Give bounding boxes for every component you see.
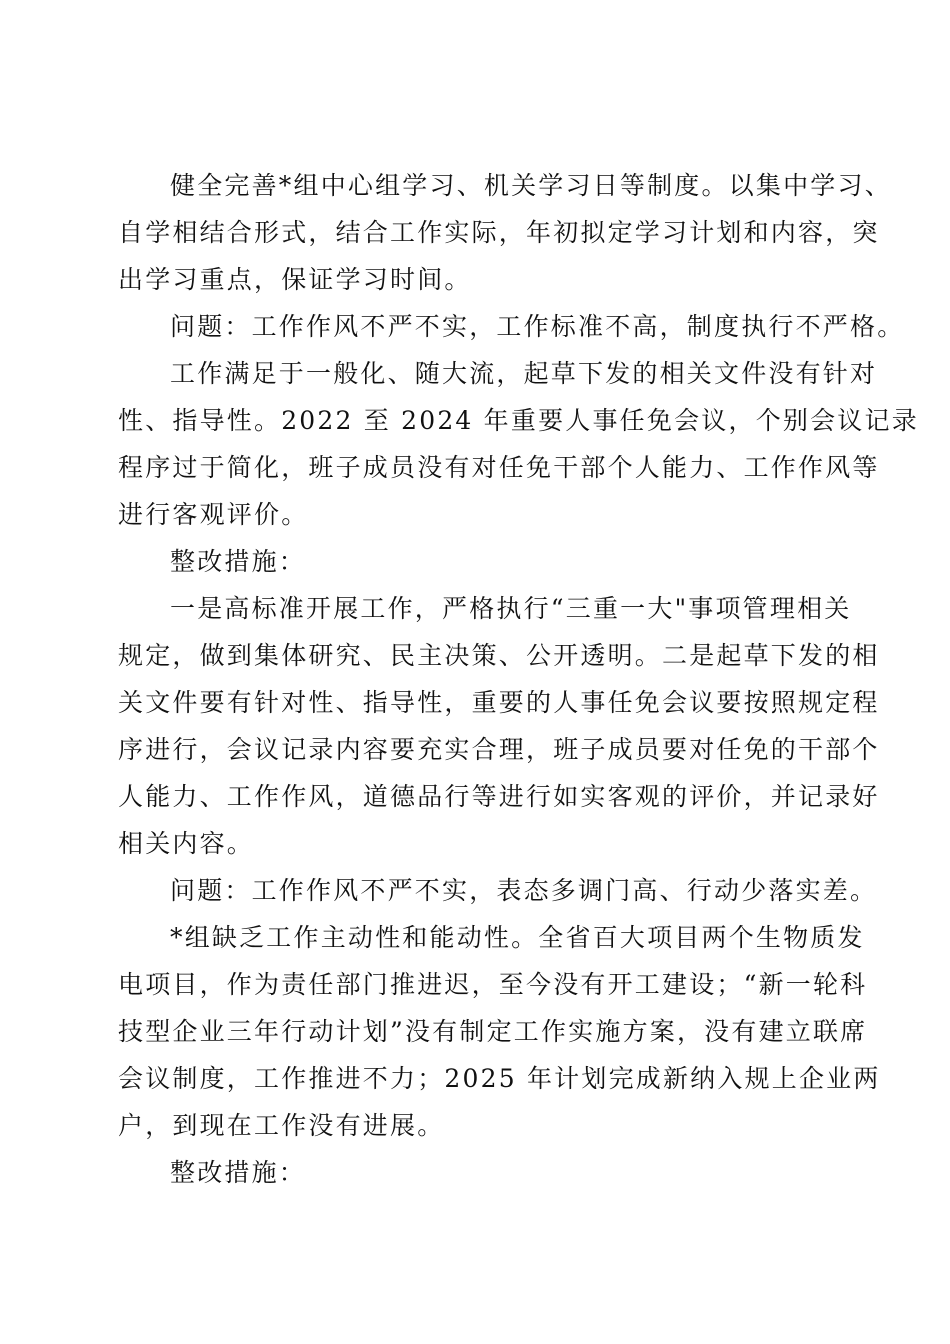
text-line: *组缺乏工作主动性和能动性。全省百大项目两个生物质发 xyxy=(170,923,865,952)
text-line: 技型企业三年行动计划”没有制定工作实施方案，没有建立联席 xyxy=(118,1017,868,1046)
text-line: 问题：工作作风不严不实，工作标准不高，制度执行不严格。 xyxy=(170,312,905,341)
paragraph-problem-2-detail xyxy=(118,914,881,1149)
text-line: 电项目，作为责任部门推进迟，至今没有开工建设；“新一轮科 xyxy=(118,970,868,999)
text-line: 序进行，会议记录内容要充实合理，班子成员要对任免的干部个 xyxy=(118,735,880,764)
text-line: 整改措施： xyxy=(170,1158,307,1187)
paragraph-problem-2 xyxy=(118,867,878,914)
text-line: 程序过于简化，班子成员没有对任免干部个人能力、工作作风等 xyxy=(118,453,880,482)
text-line: 问题：工作作风不严不实，表态多调门高、行动少落实差。 xyxy=(170,876,878,905)
text-line: 出学习重点，保证学习时间。 xyxy=(118,265,472,294)
text-line: 进行客观评价。 xyxy=(118,500,309,529)
paragraph-study-system xyxy=(118,162,892,303)
text-line: 规定，做到集体研究、民主决策、公开透明。二是起草下发的相 xyxy=(118,641,880,670)
text-line: 健全完善*组中心组学习、机关学习日等制度。以集中学习、 xyxy=(170,171,892,200)
text-line: 户，到现在工作没有进展。 xyxy=(118,1111,445,1140)
text-line: 自学相结合形式，结合工作实际，年初拟定学习计划和内容，突 xyxy=(118,218,880,247)
text-line: 关文件要有针对性、指导性，重要的人事任免会议要按照规定程 xyxy=(118,688,880,717)
paragraph-problem-1-detail xyxy=(118,350,919,538)
text-line: 相关内容。 xyxy=(118,829,255,858)
text-line: 整改措施： xyxy=(170,547,307,576)
paragraph-problem-1 xyxy=(118,303,905,350)
paragraph-measures-1 xyxy=(118,585,880,867)
text-line: 性、指导性。2022 至 2024 年重要人事任免会议，个别会议记录 xyxy=(118,406,919,435)
text-line: 人能力、工作作风，道德品行等进行如实客观的评价，并记录好 xyxy=(118,782,880,811)
text-line: 会议制度，工作推进不力；2025 年计划完成新纳入规上企业两 xyxy=(118,1064,881,1093)
document-body xyxy=(118,162,919,1196)
text-line: 工作满足于一般化、随大流，起草下发的相关文件没有针对 xyxy=(170,359,878,388)
paragraph-measures-heading-2 xyxy=(118,1149,832,1196)
text-line: 一是高标准开展工作，严格执行“三重一大"事项管理相关 xyxy=(170,594,852,623)
paragraph-measures-heading-1 xyxy=(118,538,832,585)
